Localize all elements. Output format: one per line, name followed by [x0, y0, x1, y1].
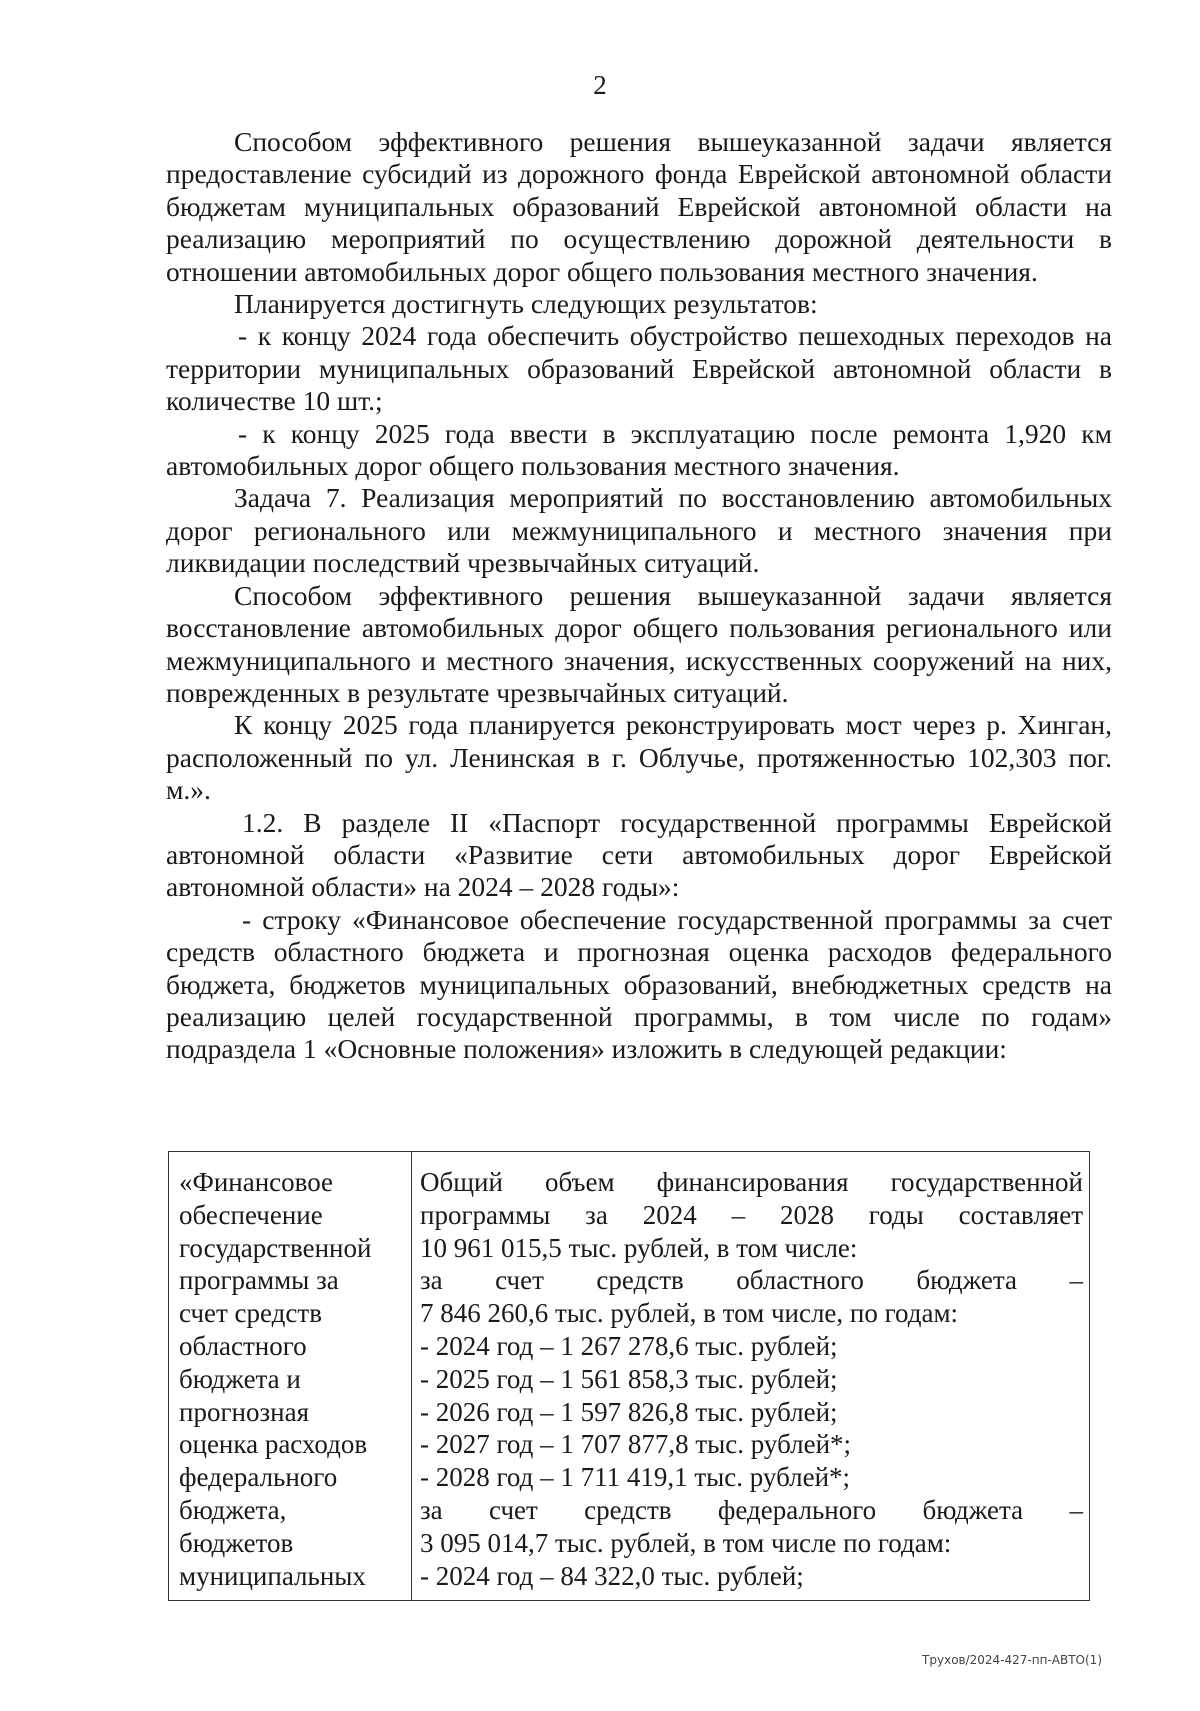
- label-line: муниципальных: [179, 1560, 366, 1591]
- value-line: за счет средств федерального бюджета –: [420, 1494, 1083, 1525]
- label-line: прогнозная: [179, 1396, 309, 1427]
- label-line: бюджета,: [179, 1494, 287, 1525]
- page-number: 2: [593, 70, 607, 100]
- label-line: федерального: [179, 1462, 338, 1493]
- financing-table: [168, 1151, 1090, 1601]
- value-line: 7 846 260,6 тыс. рублей, в том числе, по годам:: [420, 1298, 959, 1329]
- paragraph-method-subsidies: Способом эффективного решения вышеуказанной задачи является предоставление субсидий из дорожного фонда Еврейской автономной области бюджетам муниципальных образований Еврейской автономной области на реализацию мероприятий по осуществлению дорожной деятельности в отношении автомобильных дорог общего пользования местного значения.: [166, 126, 1112, 287]
- paragraph-planned-results: Планируется достигнуть следующих результатов:: [234, 288, 818, 320]
- label-line: оценка расходов: [179, 1429, 368, 1460]
- value-line: Общий объем финансирования государственной: [420, 1167, 1083, 1197]
- document-body: [166, 126, 1112, 1066]
- value-line: - 2024 год – 84 322,0 тыс. рублей;: [420, 1560, 804, 1591]
- label-line: бюджета и: [179, 1363, 301, 1394]
- value-line: 3 095 014,7 тыс. рублей, в том числе по годам:: [420, 1527, 952, 1558]
- value-line: программы за 2024 – 2028 годы составляет: [420, 1199, 1083, 1230]
- label-line: областного: [179, 1330, 307, 1361]
- paragraph-result-2024: - к концу 2024 года обеспечить обустройство пешеходных переходов на территории муниципальных образований Еврейской автономной области в количестве 10 шт.;: [166, 320, 1112, 417]
- value-line: 10 961 015,5 тыс. рублей, в том числе:: [420, 1232, 858, 1263]
- paragraph-financing-row: - строку «Финансовое обеспечение государственной программы за счет средств областного бюджета и прогнозная оценка расходов федерального бюджета, бюджетов муниципальных образований, внебюджетных средств на реализацию целей государственной программы, в том числе по годам» подраздела 1 «Основные положения» изложить в следующей редакции:: [166, 903, 1112, 1065]
- label-line: «Финансовое: [179, 1167, 334, 1197]
- paragraph-section-1-2: 1.2. В разделе II «Паспорт государственной программы Еврейской автономной области «Развитие сети автомобильных дорог Еврейской автономной области» на 2024 – 2028 годы»:: [166, 806, 1112, 903]
- paragraph-method-restoration: Способом эффективного решения вышеуказанной задачи является восстановление автомобильных дорог общего пользования регионального или межмуниципального и местного значения, искусственных сооружений на них, поврежденных в результате чрезвычайных ситуаций.: [166, 579, 1112, 708]
- value-line: - 2028 год – 1 711 419,1 тыс. рублей*;: [420, 1462, 851, 1493]
- label-line: бюджетов: [179, 1527, 294, 1558]
- label-line: программы за: [179, 1265, 339, 1296]
- label-line: обеспечение: [179, 1199, 323, 1230]
- value-line: - 2026 год – 1 597 826,8 тыс. рублей;: [420, 1396, 838, 1427]
- label-line: счет средств: [179, 1298, 322, 1329]
- document-id: Трухов/2024-427-пп-АВТО(1): [922, 1653, 1102, 1667]
- paragraph-task-7: Задача 7. Реализация мероприятий по восстановлению автомобильных дорог регионального или межмуниципального и местного значения при ликвидации последствий чрезвычайных ситуаций.: [166, 482, 1112, 579]
- value-line: - 2025 год – 1 561 858,3 тыс. рублей;: [420, 1363, 838, 1394]
- value-line: - 2024 год – 1 267 278,6 тыс. рублей;: [420, 1330, 838, 1361]
- value-line: за счет средств областного бюджета –: [420, 1265, 1083, 1296]
- value-line: - 2027 год – 1 707 877,8 тыс. рублей*;: [420, 1429, 852, 1460]
- paragraph-bridge-reconstruction: К концу 2025 года планируется реконструировать мост через р. Хинган, расположенный по ул. Ленинская в г. Облучье, протяженностью 102,303 пог. м.».: [166, 709, 1112, 806]
- financing-table-value-cell: [412, 1152, 1089, 1600]
- paragraph-result-2025: - к концу 2025 года ввести в эксплуатацию после ремонта 1,920 км автомобильных дорог общего пользования местного значения.: [166, 417, 1112, 482]
- label-line: государственной: [179, 1232, 372, 1263]
- financing-table-label-cell: [169, 1152, 412, 1600]
